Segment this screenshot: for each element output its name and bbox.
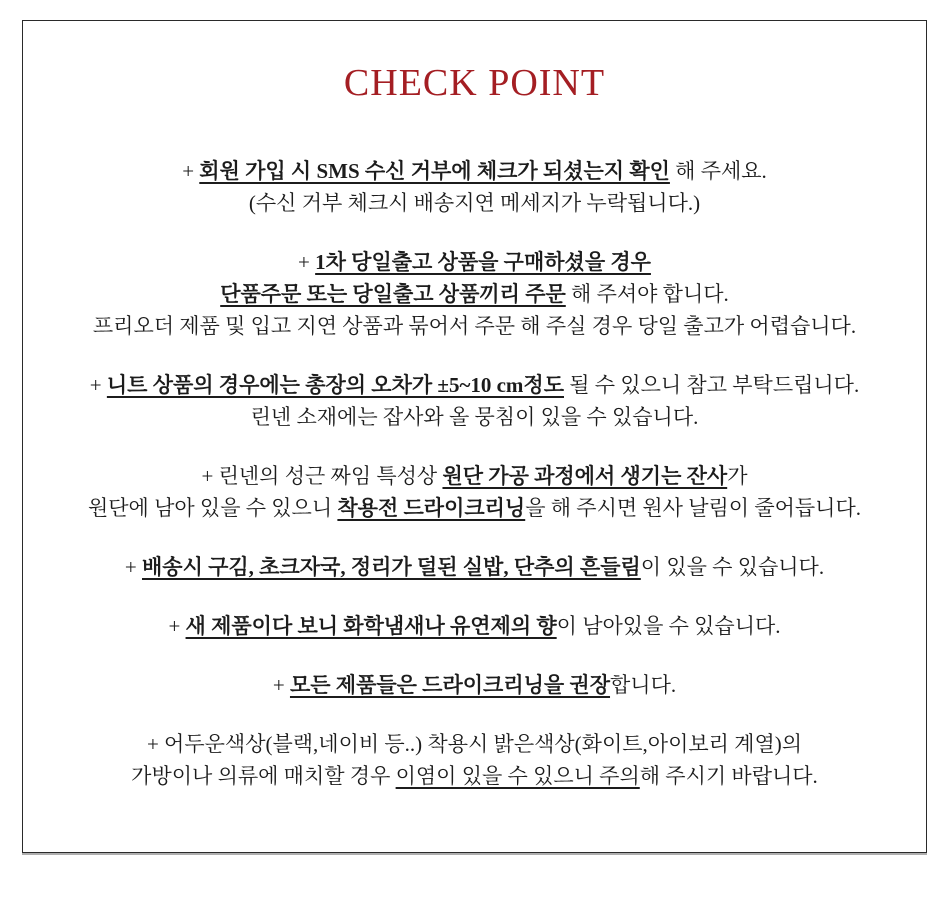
- plain-text: 을 해 주시면 원사 날림이 줄어듭니다.: [525, 496, 862, 520]
- text-line: [23, 760, 926, 792]
- plain-text: 해 주세요.: [669, 159, 767, 183]
- text-line: [23, 310, 926, 342]
- document-frame: [22, 20, 927, 853]
- plain-text: + 린넨의 성근 짜임 특성상: [201, 464, 443, 488]
- emphasized-text: 이염이 있을 수 있으니 주의: [395, 764, 640, 788]
- page-title: CHECK POINT: [343, 62, 606, 104]
- text-line: [23, 460, 926, 492]
- plain-text: +: [124, 555, 142, 579]
- text-line: [23, 246, 926, 278]
- text-line: [23, 492, 926, 524]
- plain-text: +: [89, 373, 107, 397]
- text-line: [23, 551, 926, 583]
- plain-text: 린넨 소재에는 잡사와 올 뭉침이 있을 수 있습니다.: [250, 405, 699, 429]
- sms-consent-check: [23, 155, 926, 219]
- plain-text: 될 수 있으니 참고 부탁드립니다.: [564, 373, 860, 397]
- dryclean-recommendation: [23, 669, 926, 701]
- text-line: [23, 187, 926, 219]
- emphasized-text: 1차 당일출고 상품을 구매하셨을 경우: [315, 250, 651, 274]
- text-line: [23, 610, 926, 642]
- emphasized-text: 회원 가입 시 SMS 수신 거부에 체크가 되셨는지 확인: [199, 159, 670, 183]
- plain-text: +: [298, 250, 316, 274]
- checkpoint-list: [23, 155, 926, 792]
- shipping-condition-notes: [23, 551, 926, 583]
- plain-text: 합니다.: [610, 673, 677, 697]
- plain-text: + 어두운색상(블랙,네이비 등..) 착용시 밝은색상(화이트,아이보리 계열)의: [146, 732, 803, 756]
- text-line: [23, 669, 926, 701]
- emphasized-text: 단품주문 또는 당일출고 상품끼리 주문: [220, 282, 566, 306]
- plain-text: 원단에 남아 있을 수 있으니: [87, 496, 338, 520]
- plain-text: (수신 거부 체크시 배송지연 메세지가 누락됩니다.): [248, 191, 701, 215]
- new-product-smell: [23, 610, 926, 642]
- same-day-shipping-order: [23, 246, 926, 342]
- text-line: [23, 278, 926, 310]
- plain-text: +: [272, 673, 290, 697]
- plain-text: 해 주시기 바랍니다.: [639, 764, 818, 788]
- emphasized-text: 착용전 드라이크리닝: [337, 496, 526, 520]
- plain-text: 이 있을 수 있습니다.: [640, 555, 825, 579]
- knit-length-tolerance: [23, 369, 926, 433]
- plain-text: 가: [727, 464, 748, 488]
- plain-text: 해 주셔야 합니다.: [565, 282, 729, 306]
- emphasized-text: 새 제품이다 보니 화학냄새나 유연제의 향: [185, 614, 557, 638]
- color-transfer-warning: [23, 728, 926, 792]
- plain-text: +: [182, 159, 200, 183]
- plain-text: +: [168, 614, 186, 638]
- emphasized-text: 모든 제품들은 드라이크리닝을 권장: [289, 673, 611, 697]
- emphasized-text: 배송시 구김, 초크자국, 정리가 덜된 실밥, 단추의 흔들림: [142, 555, 641, 579]
- plain-text: 이 남아있을 수 있습니다.: [556, 614, 781, 638]
- linen-lint-drycleaning: [23, 460, 926, 524]
- text-line: [23, 155, 926, 187]
- plain-text: 가방이나 의류에 매치할 경우: [131, 764, 396, 788]
- text-line: [23, 728, 926, 760]
- plain-text: 프리오더 제품 및 입고 지연 상품과 묶어서 주문 해 주실 경우 당일 출고가 어렵습니다.: [92, 314, 857, 338]
- emphasized-text: 니트 상품의 경우에는 총장의 오차가 ±5~10 cm정도: [106, 373, 564, 397]
- text-line: [23, 369, 926, 401]
- emphasized-text: 원단 가공 과정에서 생기는 잔사: [442, 464, 728, 488]
- text-line: [23, 401, 926, 433]
